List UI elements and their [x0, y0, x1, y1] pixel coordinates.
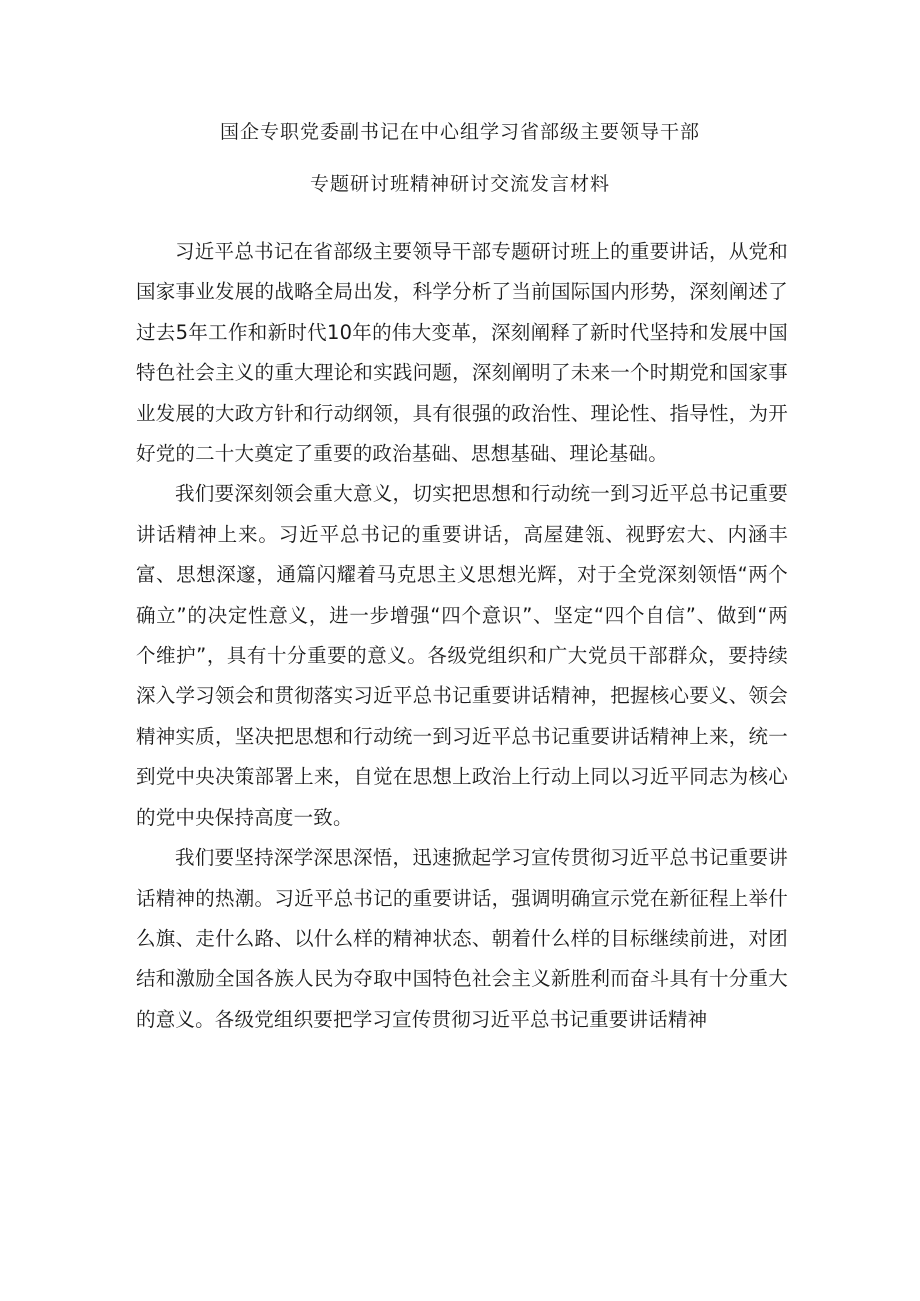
paragraph-3: 我们要坚持深学深思深悟，迅速掀起学习宣传贯彻习近平总书记重要讲话精神的热潮。习近平总书记的重要讲话，强调明确宣示党在新征程上举什么旗、走什么路、以什么样的精神状态、朝着什么样的目标继续前进，对团结和激励全国各族人民为夺取中国特色社会主义新胜利而奋斗具有十分重大的意义。各级党组织要把学习宣传贯彻习近平总书记重要讲话精神 — [136, 846, 788, 1031]
paragraph-2: 我们要深刻领会重大意义，切实把思想和行动统一到习近平总书记重要讲话精神上来。习近平总书记的重要讲话，高屋建瓴、视野宏大、内涵丰富、思想深邃，通篇闪耀着马克思主义思想光辉，对于全党深刻领悟“两个确立”的决定性意义，进一步增强“四个意识”、坚定“四个自信”、做到“两个维护”，具有十分重要的意义。各级党组织和广大党员干部群众，要持续深入学习领会和贯彻落实习近平总书记重要讲话精神，把握核心要义、领会精神实质，坚决把思想和行动统一到习近平总书记重要讲话精神上来，统一到党中央决策部署上来，自觉在思想上政治上行动上同以习近平同志为核心的党中央保持高度一致。 — [136, 482, 788, 829]
paragraph-1: 习近平总书记在省部级主要领导干部专题研讨班上的重要讲话，从党和国家事业发展的战略全局出发，科学分析了当前国际国内形势，深刻阐述了过去5年工作和新时代10年的伟大变革，深刻阐释了新时代坚持和发展中国特色社会主义的重大理论和实践问题，深刻阐明了未来一个时期党和国家事业发展的大政方针和行动纲领，具有很强的政治性、理论性、指导性，为开好党的二十大奠定了重要的政治基础、思想基础、理论基础。 — [136, 240, 788, 466]
document-title-line-2: 专题研讨班精神研讨交流发言材料 — [309, 173, 610, 195]
document-body — [136, 232, 788, 1040]
document-title-line-1: 国企专职党委副书记在中心组学习省部级主要领导干部 — [219, 121, 700, 143]
